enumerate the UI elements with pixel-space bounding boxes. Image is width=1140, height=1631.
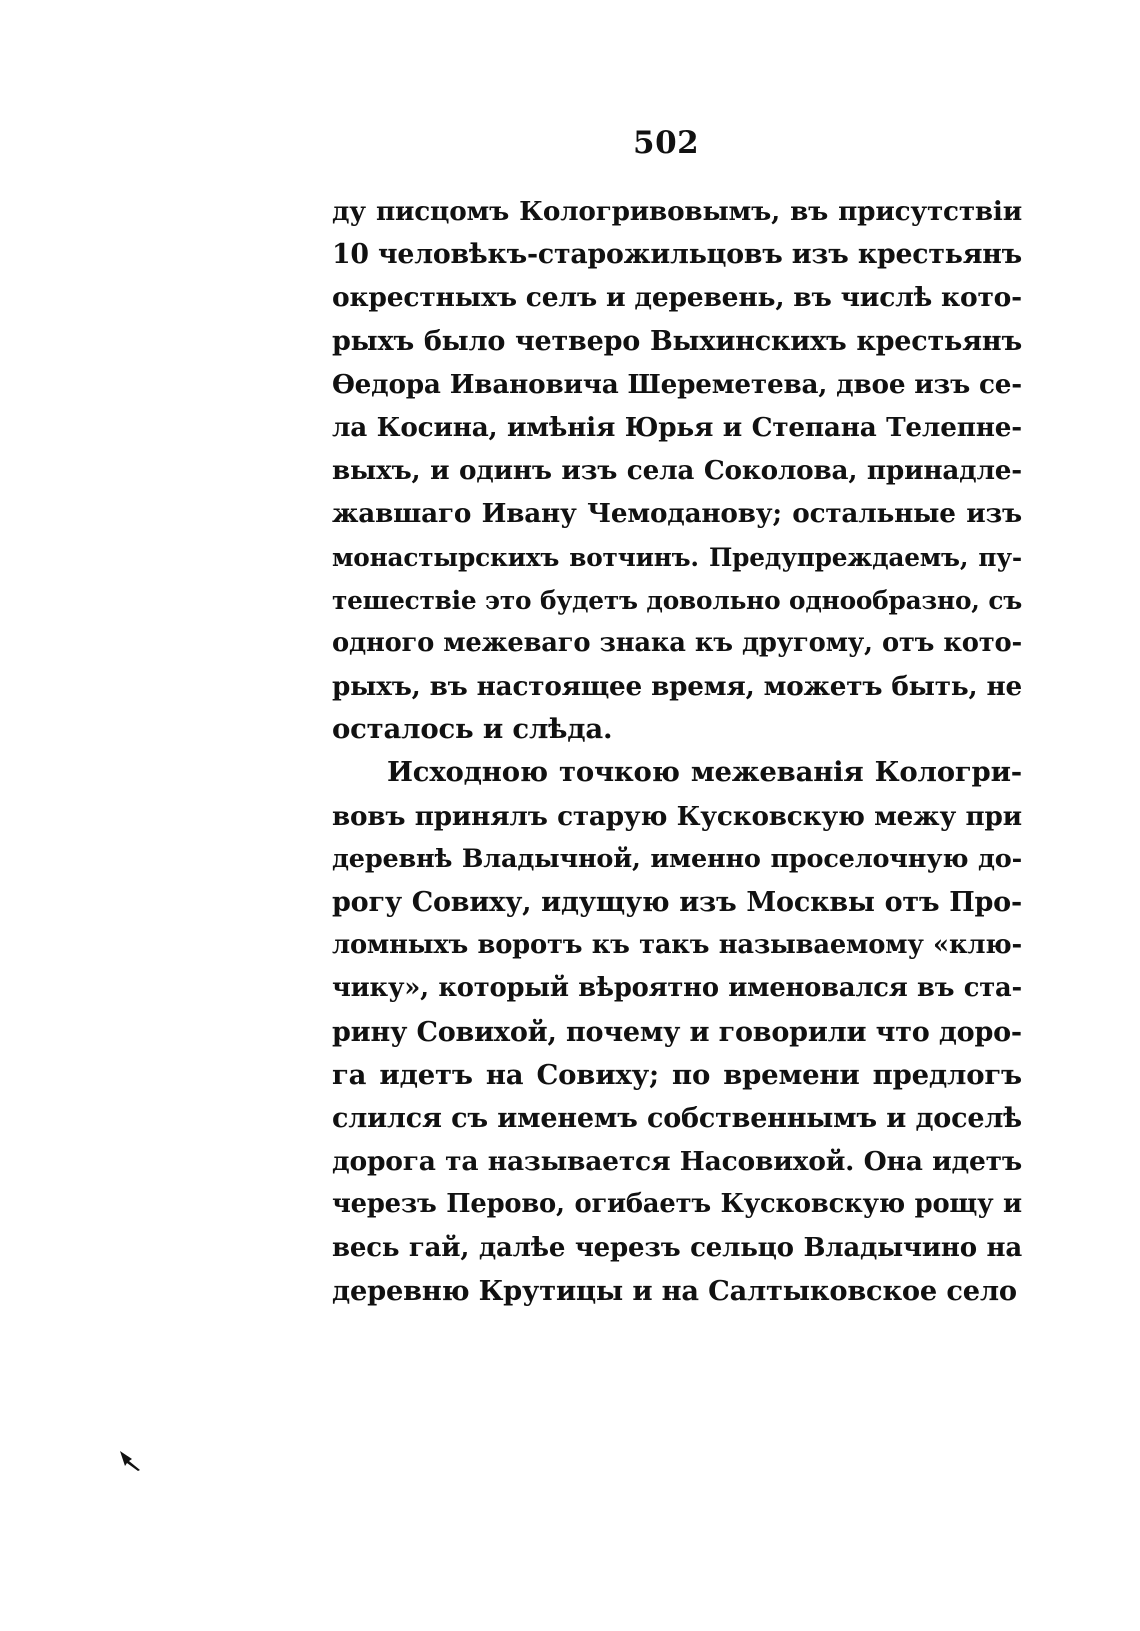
text-line: тешествіе это будетъ довольно однообразно, съ bbox=[332, 585, 1022, 615]
text-line: рогу Совиху, идущую изъ Москвы отъ Про- bbox=[332, 887, 1022, 918]
text-line: Исходною точкою межеванія Кологри- bbox=[387, 756, 1022, 789]
page-number: 502 bbox=[633, 125, 700, 161]
text-line: рыхъ было четверо Выхинскихъ крестьянъ bbox=[332, 325, 1022, 357]
text-line: монастырскихъ вотчинъ. Предупреждаемъ, пу- bbox=[332, 542, 1022, 572]
text-line: деревню Крутицы и на Салтыковское село bbox=[332, 1274, 1017, 1307]
text-line: одного межеваго знака къ другому, отъ кото- bbox=[332, 627, 1022, 658]
text-line: вовъ принялъ старую Кусковскую межу при bbox=[332, 800, 1022, 832]
text-line: выхъ, и одинъ изъ села Соколова, принадле- bbox=[332, 455, 1022, 487]
text-line: рыхъ, въ настоящее время, можетъ быть, не bbox=[332, 671, 1022, 703]
text-line: Ѳедора Ивановича Шереметева, двое изъ се- bbox=[332, 368, 1022, 400]
text-line: ломныхъ воротъ къ такъ называемому «клю- bbox=[332, 930, 1022, 961]
text-line: деревнѣ Владычной, именно проселочную до- bbox=[332, 843, 1022, 874]
text-line: слился съ именемъ собственнымъ и доселѣ bbox=[332, 1102, 1022, 1134]
text-line: окрестныхъ селъ и деревень, въ числѣ кото- bbox=[332, 282, 1022, 314]
text-line: дорога та называется Насовихой. Она идетъ bbox=[332, 1146, 1022, 1178]
text-line: черезъ Перово, огибаетъ Кусковскую рощу и bbox=[332, 1189, 1022, 1220]
body-text bbox=[332, 190, 1022, 1313]
text-line: ла Косина, имѣнія Юрья и Степана Телепне- bbox=[332, 411, 1022, 443]
text-line: жавшаго Ивану Чемоданову; остальные изъ bbox=[332, 498, 1022, 530]
text-line: 10 человѣкъ-старожильцовъ изъ крестьянъ bbox=[332, 239, 1022, 271]
text-line: чику», который вѣроятно именовался въ ста- bbox=[332, 973, 1022, 1004]
text-line: га идетъ на Совиху; по времени предлогъ bbox=[332, 1058, 1022, 1091]
text-line: рину Совихой, почему и говорили что доро- bbox=[332, 1016, 1022, 1048]
text-line: весь гай, далѣе черезъ сельцо Владычино на bbox=[332, 1232, 1022, 1263]
text-line: ду писцомъ Кологривовымъ, въ присутствіи bbox=[332, 196, 1022, 227]
text-line: осталось и слѣда. bbox=[332, 713, 613, 746]
pen-mark-icon bbox=[118, 1448, 144, 1474]
